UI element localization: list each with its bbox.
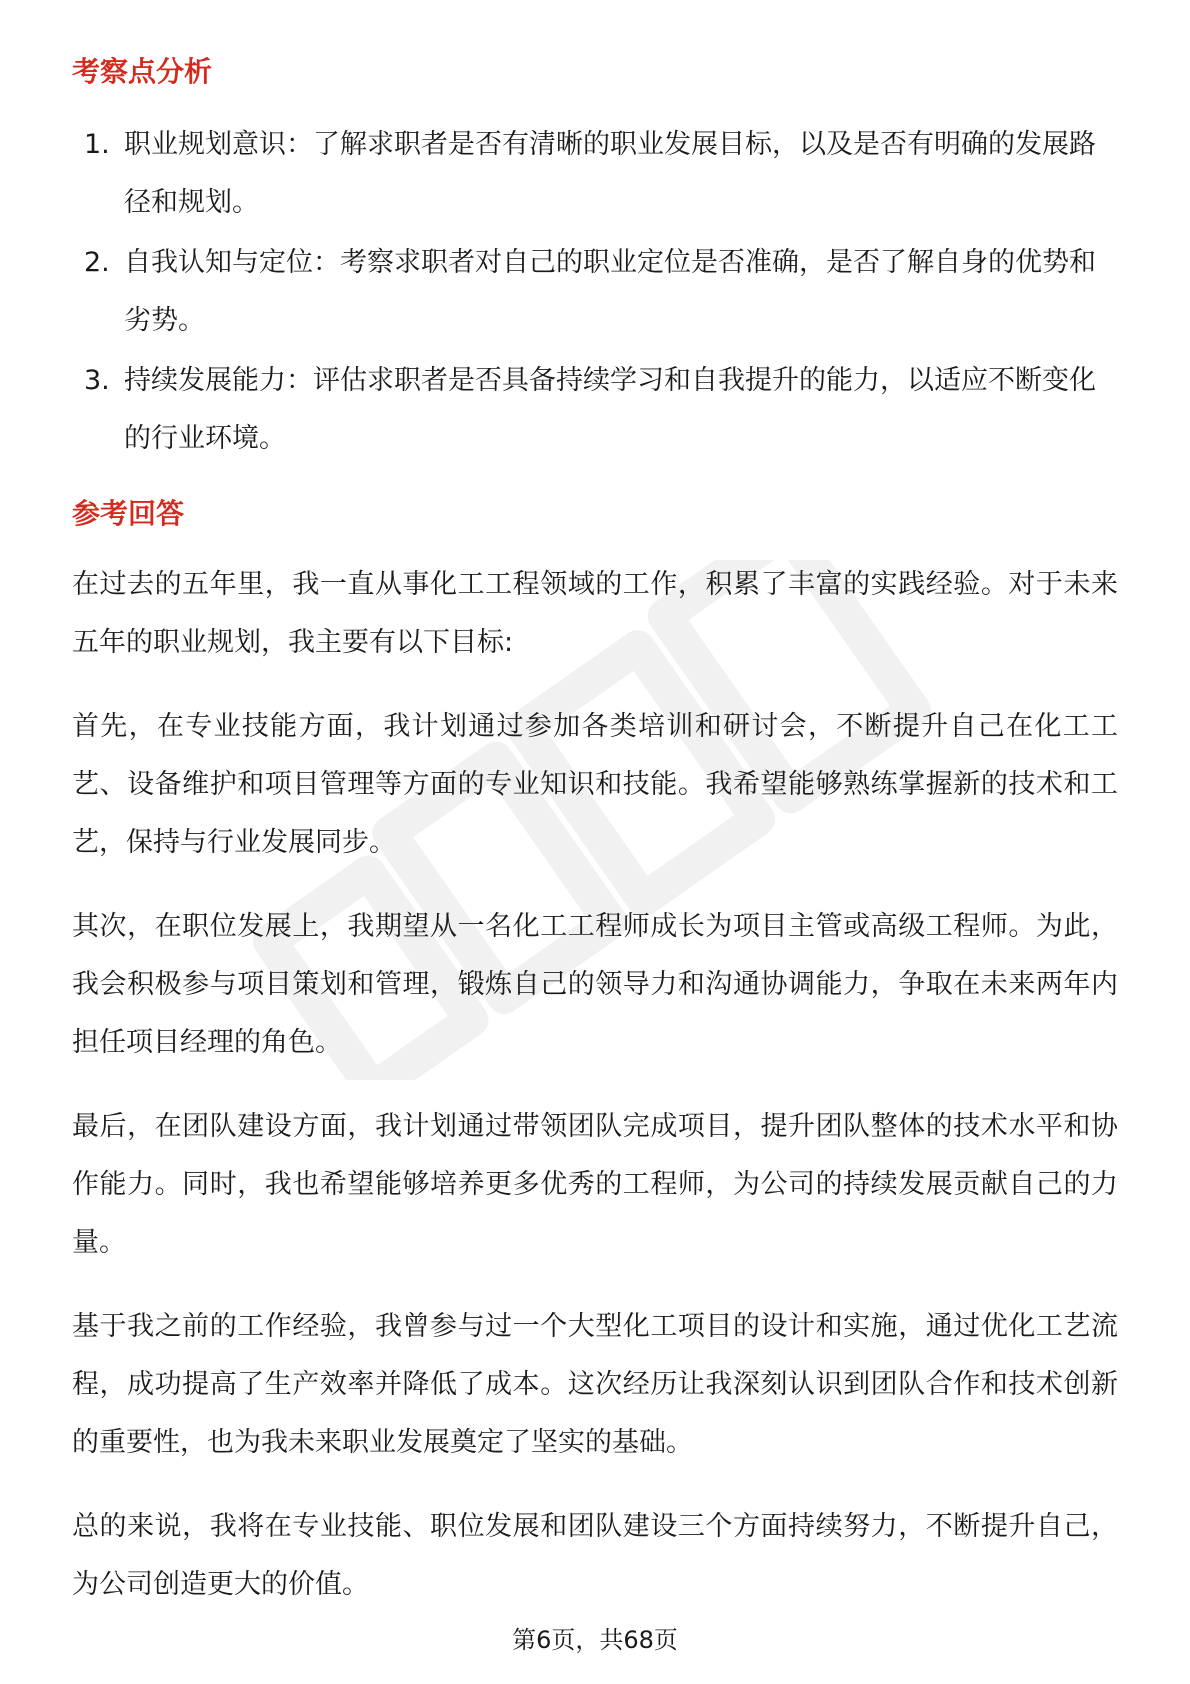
list-item-text: 职业规划意识：了解求职者是否有清晰的职业发展目标，以及是否有明确的发展路径和规划。 — [124, 129, 1096, 218]
list-item-text: 持续发展能力：评估求职者是否具备持续学习和自我提升的能力，以适应不断变化的行业环境。 — [124, 365, 1096, 454]
list-item-number: 3. — [84, 365, 110, 396]
list-item — [72, 234, 1118, 350]
answer-heading: 参考回答 — [72, 497, 185, 530]
list-item-text: 自我认知与定位：考察求职者对自己的职业定位是否准确，是否了解自身的优势和劣势。 — [124, 247, 1096, 336]
list-item — [72, 116, 1118, 232]
list-item — [72, 352, 1118, 468]
document-page — [72, 40, 1118, 1640]
page-number: 第6页，共68页 — [512, 1626, 678, 1654]
list-item-number: 1. — [84, 129, 110, 160]
answer-paragraph: 在过去的五年里，我一直从事化工工程领域的工作，积累了丰富的实践经验。对于未来五年的职业规划，我主要有以下目标: — [72, 569, 1118, 658]
answer-paragraph: 最后，在团队建设方面，我计划通过带领团队完成项目，提升团队整体的技术水平和协作能力。同时，我也希望能够培养更多优秀的工程师，为公司的持续发展贡献自己的力量。 — [72, 1111, 1118, 1258]
answer-paragraph: 其次，在职位发展上，我期望从一名化工工程师成长为项目主管或高级工程师。为此，我会积极参与项目策划和管理，锻炼自己的领导力和沟通协调能力，争取在未来两年内担任项目经理的角色。 — [72, 911, 1118, 1058]
analysis-heading: 考察点分析 — [72, 55, 213, 88]
answer-paragraph: 总的来说，我将在专业技能、职位发展和团队建设三个方面持续努力，不断提升自己，为公司创造更大的价值。 — [72, 1511, 1118, 1600]
answer-paragraph: 首先，在专业技能方面，我计划通过参加各类培训和研讨会，不断提升自己在化工工艺、设备维护和项目管理等方面的专业知识和技能。我希望能够熟练掌握新的技术和工艺，保持与行业发展同步。 — [72, 711, 1118, 858]
answer-paragraph: 基于我之前的工作经验，我曾参与过一个大型化工项目的设计和实施，通过优化工艺流程，成功提高了生产效率并降低了成本。这次经历让我深刻认识到团队合作和技术创新的重要性，也为我未来职业发展奠定了坚实的基础。 — [72, 1311, 1118, 1458]
list-item-number: 2. — [84, 247, 110, 278]
analysis-list — [72, 116, 1118, 468]
